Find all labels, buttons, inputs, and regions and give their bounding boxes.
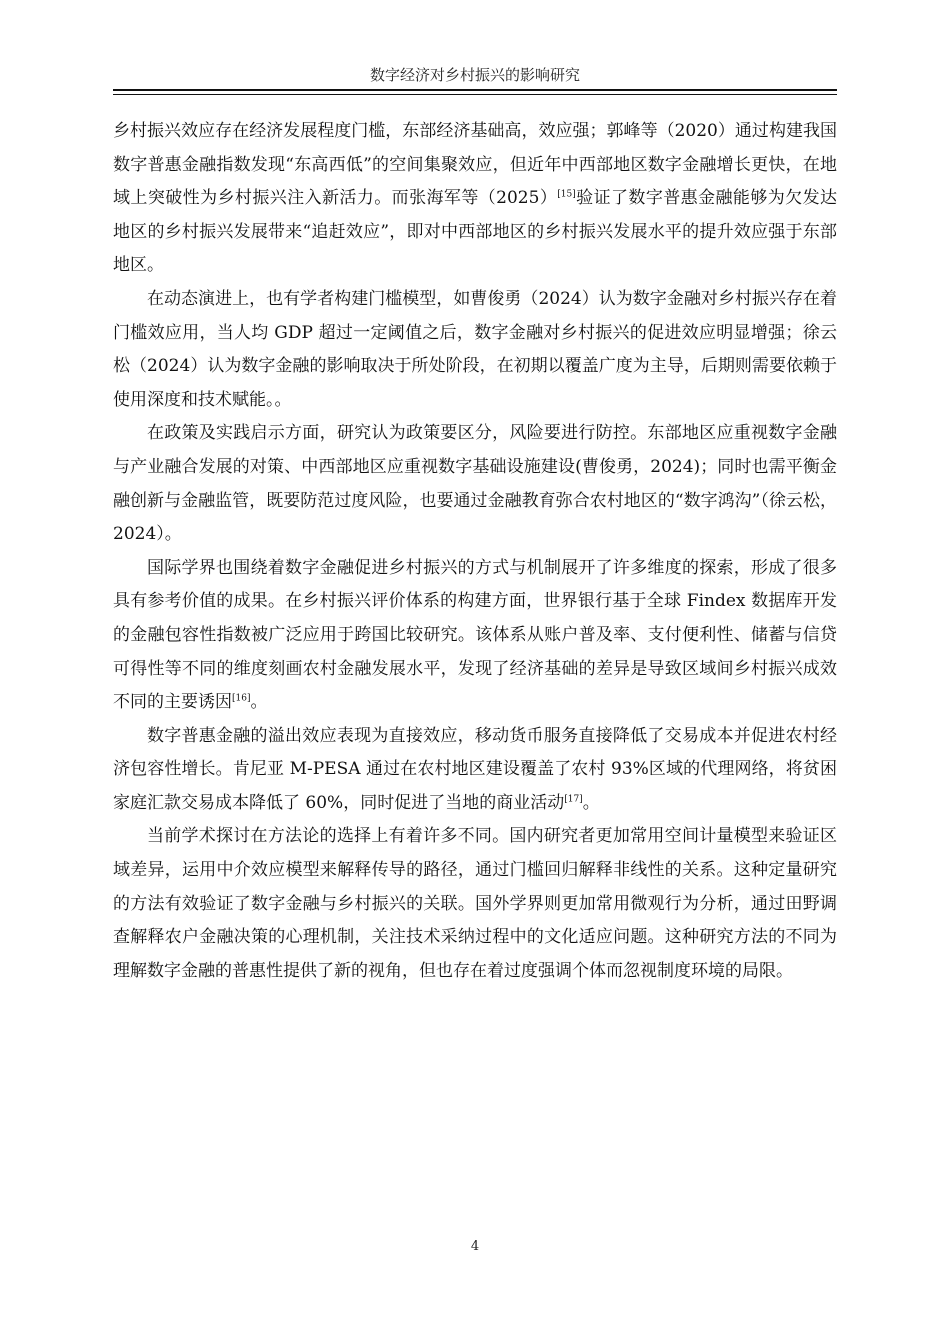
- paragraph-1-text: 乡村振兴效应存在经济发展程度门槛，东部经济基础高，效应强；郭峰等（2020）通过构建我国数字普惠金融指数发现“东高西低”的空间集聚效应，但近年中西部地区数字金融增长更快，在地域上突破性为乡村振兴注入新活力。而张海军等（2025）: [113, 121, 837, 209]
- paragraph-4-text: 国际学界也围绕着数字金融促进乡村振兴的方式与机制展开了许多维度的探索，形成了很多具有参考价值的成果。在乡村振兴评价体系的构建方面，世界银行基于全球 Findex 数据库开发的金融包容性指数被广泛应用于跨国比较研究。该体系从账户普及率、支付便利性、储蓄与信贷可得性等不同的维度刻画农村金融发展水平，发现了经济基础的差异是导致区域间乡村振兴成效不同的主要诱因: [113, 557, 837, 713]
- paragraph-1-tail: 验证了数字普惠金融能够为欠发达地区的乡村振兴发展带来“追赶效应”，即对中西部地区的乡村振兴发展水平的提升效应强于东部地区。: [113, 188, 837, 276]
- paragraph-3: [113, 417, 837, 551]
- citation-16: [16]: [232, 693, 251, 704]
- header-rule-thick: [113, 89, 837, 91]
- paragraph-5: [113, 720, 837, 821]
- paragraph-5-text: 数字普惠金融的溢出效应表现为直接效应，移动货币服务直接降低了交易成本并促进农村经济包容性增长。肯尼亚 M-PESA 通过在农村地区建设覆盖了农村 93%区域的代理网络，将贫困家庭汇款交易成本降低了 60%，同时促进了当地的商业活动: [113, 725, 837, 813]
- citation-15: [15]: [557, 189, 576, 200]
- paragraph-1: [113, 115, 837, 283]
- running-header: 数字经济对乡村振兴的影响研究: [369, 66, 580, 84]
- paragraph-2: [113, 283, 837, 417]
- citation-17: [17]: [564, 794, 583, 805]
- paragraph-5-tail: 。: [582, 792, 600, 813]
- paragraph-6: [113, 820, 837, 988]
- paragraph-4: [113, 552, 837, 720]
- paragraph-2-text: 在动态演进上，也有学者构建门槛模型，如曹俊勇（2024）认为数字金融对乡村振兴存在着门槛效应用，当人均 GDP 超过一定阈值之后，数字金融对乡村振兴的促进效应明显增强；徐云松（2024）认为数字金融的影响取决于所处阶段，在初期以覆盖广度为主导，后期则需要依赖于使用深度和技术赋能。。: [113, 288, 837, 410]
- body-text: [113, 115, 837, 988]
- paragraph-6-text: 当前学术探讨在方法论的选择上有着许多不同。国内研究者更加常用空间计量模型来验证区域差异，运用中介效应模型来解释传导的路径，通过门槛回归解释非线性的关系。这种定量研究的方法有效验证了数字金融与乡村振兴的关联。国外学界则更加常用微观行为分析，通过田野调查解释农户金融决策的心理机制，关注技术采纳过程中的文化适应问题。这种研究方法的不同为理解数字金融的普惠性提供了新的视角，但也存在着过度强调个体而忽视制度环境的局限。: [113, 826, 837, 981]
- header-rule-thin: [113, 94, 837, 95]
- paragraph-4-tail: 。: [250, 692, 268, 713]
- page-number: 4: [470, 1239, 480, 1254]
- paragraph-3-text: 在政策及实践启示方面，研究认为政策要区分，风险要进行防控。东部地区应重视数字金融与产业融合发展的对策、中西部地区应重视数字基础设施建设(曹俊勇，2024)；同时也需平衡金融创新与金融监管，既要防范过度风险，也要通过金融教育弥合农村地区的“数字鸿沟”（徐云松，2024）。: [113, 423, 837, 545]
